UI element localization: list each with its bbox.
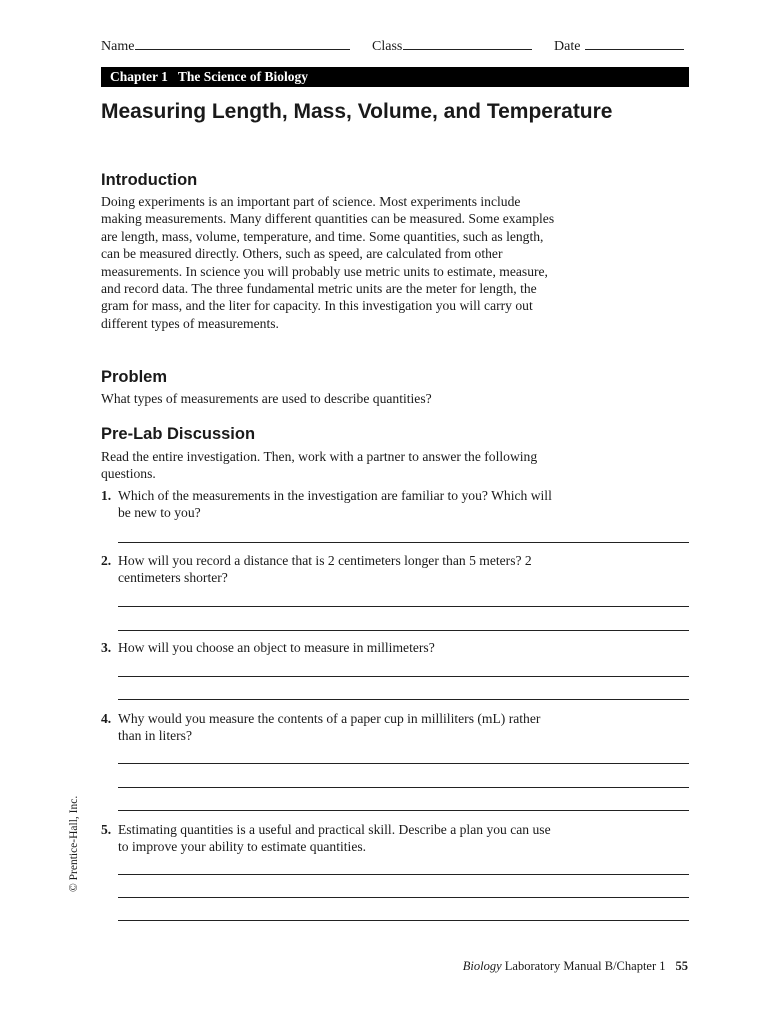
question-4 xyxy=(101,710,561,745)
question-number: 3. xyxy=(101,640,112,655)
answer-line[interactable] xyxy=(118,699,689,700)
problem-heading: Problem xyxy=(101,368,168,386)
question-number: 2. xyxy=(101,553,112,568)
date-label: Date xyxy=(554,39,581,54)
introduction-text: Doing experiments is an important part of science. Most experiments include making measurements. Many different quantities can be measured. Some examples are length, mass, volume, temperature, and time. Some quantities, such as length, can be measured directly. Others, such as speed, are calculated from other measurements. In science you will probably use metric units to estimate, measure, and record data. The three fundamental metric units are the meter for length, the gram for mass, and the liter for capacity. In this investigation you will carry out different types of measurements. xyxy=(101,194,555,331)
problem-text: What types of measurements are used to describe quantities? xyxy=(101,391,432,406)
answer-line[interactable] xyxy=(118,606,689,607)
answer-line[interactable] xyxy=(118,630,689,631)
question-text: Why would you measure the contents of a paper cup in milliliters (mL) rather than in liters? xyxy=(118,711,541,744)
class-blank[interactable] xyxy=(403,36,532,50)
question-2 xyxy=(101,552,561,587)
prelab-intro: Read the entire investigation. Then, work with a partner to answer the following questions. xyxy=(101,449,538,482)
question-1 xyxy=(101,487,561,522)
class-label: Class xyxy=(372,39,403,54)
introduction-heading: Introduction xyxy=(101,171,198,189)
answer-line[interactable] xyxy=(118,897,689,898)
question-text: How will you choose an object to measure in millimeters? xyxy=(118,640,435,655)
answer-line[interactable] xyxy=(118,787,689,788)
name-field[interactable] xyxy=(101,36,350,56)
answer-line[interactable] xyxy=(118,920,689,921)
page-footer xyxy=(463,958,688,974)
page-title: Measuring Length, Mass, Volume, and Temperature xyxy=(101,100,613,123)
answer-line[interactable] xyxy=(118,810,689,811)
question-text: How will you record a distance that is 2 centimeters longer than 5 meters? 2 centimeters shorter? xyxy=(118,553,532,586)
question-number: 5. xyxy=(101,822,112,837)
question-number: 4. xyxy=(101,711,112,726)
question-number: 1. xyxy=(101,488,112,503)
question-text: Which of the measurements in the investigation are familiar to you? Which will be new to you? xyxy=(118,488,552,521)
chapter-title: The Science of Biology xyxy=(177,69,309,84)
question-3 xyxy=(101,639,561,656)
class-field[interactable] xyxy=(372,36,532,56)
footer-manual-info: Laboratory Manual B/Chapter 1 xyxy=(501,959,666,973)
name-label: Name xyxy=(101,39,135,54)
copyright-notice: © Prentice-Hall, Inc. xyxy=(68,795,80,892)
answer-line[interactable] xyxy=(118,676,689,677)
answer-line[interactable] xyxy=(118,874,689,875)
chapter-number: Chapter 1 xyxy=(110,69,168,84)
answer-line[interactable] xyxy=(118,763,689,764)
prelab-heading: Pre-Lab Discussion xyxy=(101,425,256,443)
name-blank[interactable] xyxy=(135,36,350,50)
question-5 xyxy=(101,821,561,856)
question-text: Estimating quantities is a useful and practical skill. Describe a plan you can use to improve your ability to estimate quantities. xyxy=(118,822,551,855)
chapter-bar xyxy=(101,67,689,87)
answer-line[interactable] xyxy=(118,542,689,543)
date-field[interactable] xyxy=(554,36,684,56)
page-number: 55 xyxy=(675,959,688,973)
footer-book-title: Biology xyxy=(462,959,502,973)
date-blank[interactable] xyxy=(585,36,684,50)
